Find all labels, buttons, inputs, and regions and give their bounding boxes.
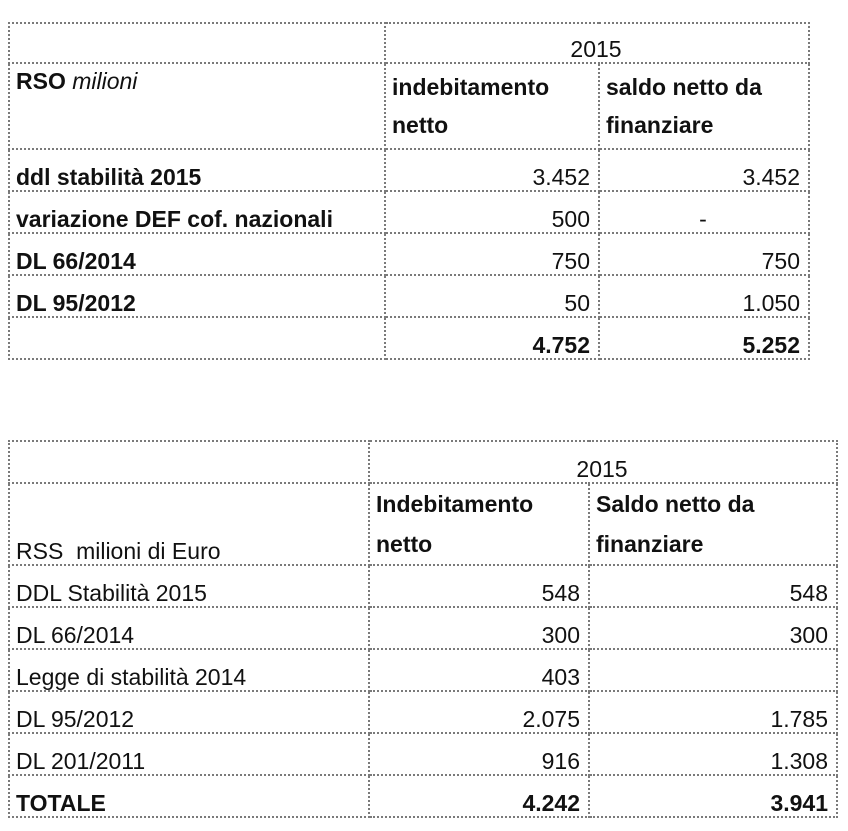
indebitamento-value: 500 bbox=[385, 191, 599, 233]
total-row bbox=[9, 317, 809, 359]
saldo-value: 548 bbox=[589, 565, 837, 607]
indebitamento-value: 50 bbox=[385, 275, 599, 317]
rso-saldo-header: saldo netto da finanziare bbox=[599, 63, 809, 149]
row-label: DL 95/2012 bbox=[9, 275, 385, 317]
saldo-value: 1.050 bbox=[599, 275, 809, 317]
rso-year-header-row bbox=[9, 23, 809, 63]
rss-saldo-header: Saldo netto da finanziare bbox=[589, 483, 837, 565]
table-row bbox=[9, 733, 837, 775]
rso-year-header: 2015 bbox=[385, 23, 809, 63]
total-saldo: 5.252 bbox=[599, 317, 809, 359]
rso-label-unit: milioni bbox=[72, 68, 138, 94]
row-label: DDL Stabilità 2015 bbox=[9, 565, 369, 607]
total-saldo: 3.941 bbox=[589, 775, 837, 817]
total-indebitamento: 4.752 bbox=[385, 317, 599, 359]
indebitamento-value: 548 bbox=[369, 565, 589, 607]
rso-empty-header-cell bbox=[9, 23, 385, 63]
row-label: DL 66/2014 bbox=[9, 607, 369, 649]
row-label: DL 201/2011 bbox=[9, 733, 369, 775]
rso-column-header-row bbox=[9, 63, 809, 149]
table-row bbox=[9, 275, 809, 317]
indebitamento-value: 403 bbox=[369, 649, 589, 691]
indebitamento-value: 916 bbox=[369, 733, 589, 775]
saldo-value: 300 bbox=[589, 607, 837, 649]
rss-year-header-row bbox=[9, 441, 837, 483]
table-row bbox=[9, 649, 837, 691]
row-label: DL 66/2014 bbox=[9, 233, 385, 275]
rso-indebitamento-header: indebitamento netto bbox=[385, 63, 599, 149]
rss-table bbox=[8, 440, 838, 818]
indebitamento-value: 300 bbox=[369, 607, 589, 649]
total-indebitamento: 4.242 bbox=[369, 775, 589, 817]
rso-label-prefix: RSO bbox=[16, 68, 66, 94]
total-row bbox=[9, 775, 837, 817]
table-row bbox=[9, 149, 809, 191]
saldo-value: 1.785 bbox=[589, 691, 837, 733]
rso-table bbox=[8, 22, 810, 360]
indebitamento-value: 750 bbox=[385, 233, 599, 275]
table-row bbox=[9, 565, 837, 607]
row-label: variazione DEF cof. nazionali bbox=[9, 191, 385, 233]
row-label: ddl stabilità 2015 bbox=[9, 149, 385, 191]
indebitamento-value: 2.075 bbox=[369, 691, 589, 733]
row-label: DL 95/2012 bbox=[9, 691, 369, 733]
table-row bbox=[9, 691, 837, 733]
saldo-value: 750 bbox=[599, 233, 809, 275]
saldo-value: 1.308 bbox=[589, 733, 837, 775]
rss-empty-header-cell bbox=[9, 441, 369, 483]
total-label bbox=[9, 317, 385, 359]
row-label: Legge di stabilità 2014 bbox=[9, 649, 369, 691]
rso-label-header bbox=[9, 63, 385, 149]
rss-column-header-row bbox=[9, 483, 837, 565]
saldo-value bbox=[589, 649, 837, 691]
table-row bbox=[9, 607, 837, 649]
table-row bbox=[9, 191, 809, 233]
rss-label-header: RSS milioni di Euro bbox=[9, 483, 369, 565]
total-label: TOTALE bbox=[9, 775, 369, 817]
saldo-value: 3.452 bbox=[599, 149, 809, 191]
table-row bbox=[9, 233, 809, 275]
rss-year-header: 2015 bbox=[369, 441, 837, 483]
rss-indebitamento-header: Indebitamento netto bbox=[369, 483, 589, 565]
saldo-value: - bbox=[599, 191, 809, 233]
indebitamento-value: 3.452 bbox=[385, 149, 599, 191]
